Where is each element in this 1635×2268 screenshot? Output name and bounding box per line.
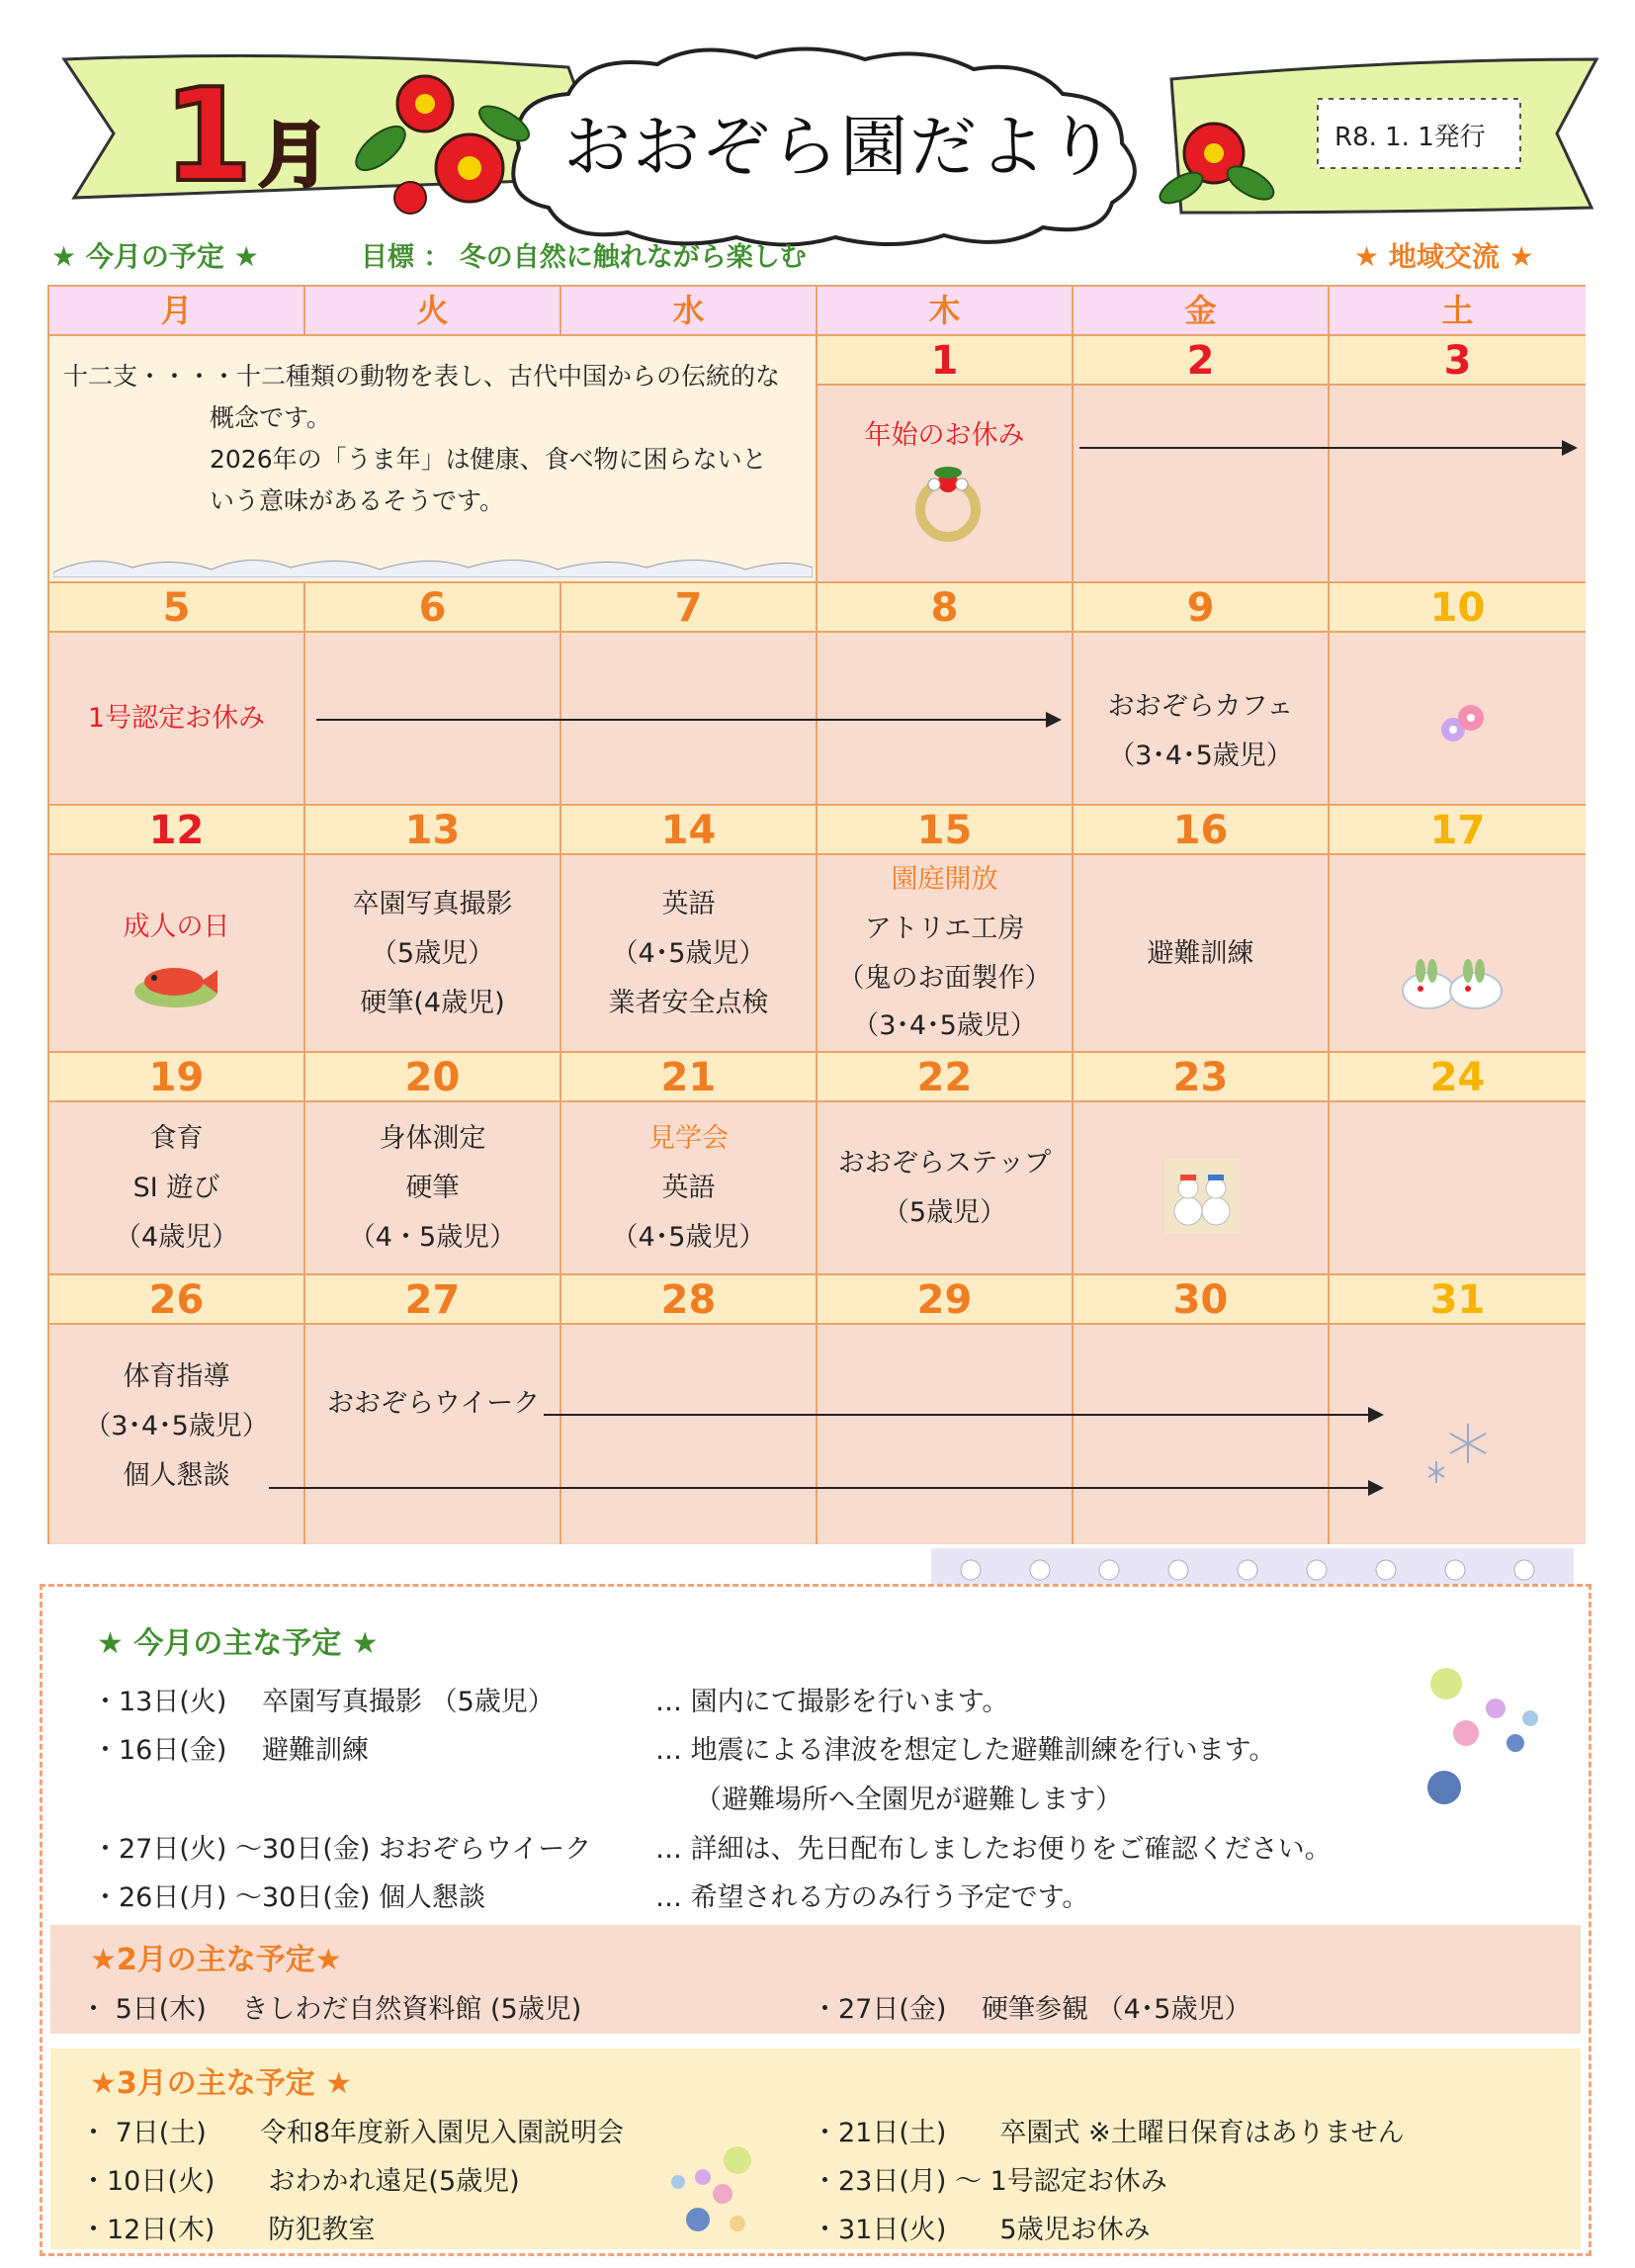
event-garden-open: 園庭開放 <box>891 864 998 895</box>
february-item: ・ 5日(木) きしわだ自然資料館 (5歳児) <box>80 1994 582 2025</box>
day-2: 2 <box>1074 336 1330 386</box>
event-food-education: 食育 <box>149 1123 204 1154</box>
day-13: 13 <box>305 806 561 855</box>
event-graduation-photo-ages: （5歳児） <box>370 938 495 969</box>
event-pe-instruction: 体育指導 <box>123 1361 230 1392</box>
summary-item-date: ・26日(月) ～30日(金) 個人懇談 <box>92 1882 486 1913</box>
event-english-2: 英語 <box>661 1173 716 1203</box>
snowman-strip-decoration <box>931 1548 1574 1584</box>
day-9: 9 <box>1074 583 1330 633</box>
cell-day-3 <box>1330 386 1586 583</box>
intro-box <box>49 336 818 583</box>
intro-text: 十二支・・・・十二種類の動物を表し、古代中国からの伝統的な 概念です。 2026年の「うま年」は健康、食べ物に困らないと いう意味があるそうです。 <box>63 362 781 515</box>
cell-day-5 <box>49 633 305 806</box>
event-english-2-ages: （4･5歳児） <box>611 1222 766 1253</box>
day-12: 12 <box>49 806 305 855</box>
event-ozora-week: おおぞらウイーク <box>327 1388 541 1419</box>
day-30: 30 <box>1074 1275 1330 1325</box>
community-label: ★ 地域交流 ★ <box>1354 240 1534 273</box>
event-english: 英語 <box>661 889 716 919</box>
cell-day-1 <box>818 386 1074 583</box>
issue-date: R8. 1. 1発行 <box>1334 123 1486 152</box>
cell-day-30 <box>1074 1325 1330 1544</box>
event-type1-holiday: 1号認定お休み <box>87 703 266 734</box>
summary-item-date: ・13日(火) 卒園写真撮影 （5歳児） <box>92 1687 555 1717</box>
weekday-wed: 水 <box>561 287 818 336</box>
summary-item-date: ・16日(金) 避難訓練 <box>92 1735 370 1766</box>
weekday-sat: 土 <box>1330 287 1586 336</box>
day-20: 20 <box>305 1053 561 1102</box>
day-28: 28 <box>561 1275 818 1325</box>
cell-day-20 <box>305 1102 561 1275</box>
day-24: 24 <box>1330 1053 1586 1102</box>
cell-day-14 <box>561 855 818 1053</box>
month-number: 1 <box>163 60 253 211</box>
event-coming-of-age-day: 成人の日 <box>123 912 230 942</box>
march-item: ・12日(木) 防犯教室 <box>80 2215 376 2245</box>
weekday-tue: 火 <box>305 287 561 336</box>
cell-day-22 <box>818 1102 1074 1275</box>
day-8: 8 <box>818 583 1074 633</box>
event-si-play-ages: （4歳児） <box>114 1222 239 1253</box>
march-item: ・21日(土) 卒園式 ※土曜日保育はありません <box>812 2118 1405 2148</box>
day-26: 26 <box>49 1275 305 1325</box>
cell-day-12 <box>49 855 305 1053</box>
march-band <box>50 2049 1581 2249</box>
cell-day-23 <box>1074 1102 1330 1275</box>
march-item: ・10日(火) おわかれ遠足(5歳児) <box>80 2166 520 2197</box>
february-band <box>50 1925 1581 2034</box>
cell-day-26 <box>49 1325 305 1544</box>
day-31: 31 <box>1330 1275 1586 1325</box>
cell-day-24 <box>1330 1102 1586 1275</box>
event-parent-meeting: 個人懇談 <box>123 1460 230 1491</box>
event-atelier-detail: （鬼のお面製作） <box>837 963 1052 994</box>
arrow-type1-holiday <box>316 719 1060 721</box>
day-16: 16 <box>1074 806 1330 855</box>
marbles-decoration <box>1426 1664 1565 1812</box>
day-14: 14 <box>561 806 818 855</box>
weekday-mon: 月 <box>49 287 305 336</box>
snowman-icon <box>1162 1157 1242 1236</box>
event-calligraphy-2: 硬筆 <box>405 1173 460 1203</box>
day-6: 6 <box>305 583 561 633</box>
summary-item-note: … 地震による津波を想定した避難訓練を行います。 <box>655 1735 1276 1766</box>
day-23: 23 <box>1074 1053 1330 1102</box>
month-char: 月 <box>258 114 330 197</box>
february-title: ★2月の主な予定★ <box>90 1943 342 1977</box>
day-10: 10 <box>1330 583 1586 633</box>
event-evacuation-drill: 避難訓練 <box>1147 938 1254 969</box>
summary-item-note: … 園内にて撮影を行います。 <box>655 1687 1009 1717</box>
cell-day-27 <box>305 1325 561 1544</box>
event-body-measurement: 身体測定 <box>379 1123 486 1154</box>
snow-landscape-decoration <box>53 548 813 577</box>
monthly-goal: 目標 ： 冬の自然に触れながら楽しむ <box>361 242 807 273</box>
event-calligraphy: 硬筆(4歳児) <box>360 988 505 1018</box>
schedule-label: ★ 今月の予定 ★ <box>51 240 259 273</box>
cell-day-19 <box>49 1102 305 1275</box>
shimekazari-wreath-icon <box>908 465 988 544</box>
day-17: 17 <box>1330 806 1586 855</box>
summary-item-note: … 詳細は、先日配布しましたお便りをご確認ください。 <box>655 1834 1332 1865</box>
event-atelier-ages: （3･4･5歳児） <box>852 1010 1037 1041</box>
march-title: ★3月の主な予定 ★ <box>90 2066 353 2101</box>
day-22: 22 <box>818 1053 1074 1102</box>
calendar-grid <box>47 285 1586 1544</box>
event-pe-instruction-ages: （3･4･5歳児） <box>84 1411 269 1441</box>
sea-bream-icon <box>127 954 225 1013</box>
cell-day-21 <box>561 1102 818 1275</box>
event-open-house: 見学会 <box>648 1123 729 1154</box>
cell-day-31 <box>1330 1325 1586 1544</box>
event-new-year-holiday: 年始のお休み <box>864 420 1025 451</box>
snowflake-icon <box>1428 1414 1507 1493</box>
summary-item-note: （避難場所へ全園児が避難します） <box>695 1785 1122 1815</box>
march-item: ・ 7日(土) 令和8年度新入園児入園説明会 <box>80 2118 625 2148</box>
day-3: 3 <box>1330 336 1586 386</box>
month-label <box>163 60 330 211</box>
plum-blossom-icon <box>1433 700 1493 749</box>
day-1: 1 <box>818 336 1074 386</box>
schedule-summary-box <box>40 1584 1592 2256</box>
summary-item-note: … 希望される方のみ行う予定です。 <box>655 1882 1089 1913</box>
arrow-new-year-holiday <box>1079 447 1576 449</box>
event-step: おおぞらステップ <box>837 1148 1052 1178</box>
snow-rabbit-icon <box>1389 949 1517 1018</box>
day-27: 27 <box>305 1275 561 1325</box>
cell-day-29 <box>818 1325 1074 1544</box>
event-graduation-photo: 卒園写真撮影 <box>352 889 513 919</box>
this-month-title: ★ 今月の主な予定 ★ <box>97 1626 379 1661</box>
cell-day-16 <box>1074 855 1330 1053</box>
weekday-thu: 木 <box>818 287 1074 336</box>
day-5: 5 <box>49 583 305 633</box>
cell-day-2 <box>1074 386 1330 583</box>
cell-day-17 <box>1330 855 1586 1053</box>
february-item: ・27日(金) 硬筆参観 （4･5歳児） <box>812 1994 1251 2025</box>
summary-item-date: ・27日(火) ～30日(金) おおぞらウイーク <box>92 1834 592 1865</box>
cell-day-10 <box>1330 633 1586 806</box>
march-item: ・31日(火) 5歳児お休み <box>812 2215 1151 2245</box>
arrow-parent-meeting <box>269 1487 1382 1489</box>
arrow-ozora-week <box>544 1414 1382 1416</box>
event-safety-inspection: 業者安全点検 <box>608 988 769 1018</box>
day-19: 19 <box>49 1053 305 1102</box>
event-cafe: おおぞらカフェ <box>1107 691 1294 722</box>
cell-day-9 <box>1074 633 1330 806</box>
event-cafe-ages: （3･4･5歳児） <box>1108 741 1293 771</box>
cell-day-13 <box>305 855 561 1053</box>
cell-day-28 <box>561 1325 818 1544</box>
day-29: 29 <box>818 1275 1074 1325</box>
day-21: 21 <box>561 1053 818 1102</box>
day-15: 15 <box>818 806 1074 855</box>
event-si-play: SI 遊び <box>132 1173 220 1203</box>
event-english-ages: （4･5歳児） <box>611 938 766 969</box>
weekday-fri: 金 <box>1074 287 1330 336</box>
event-calligraphy-2-ages: （4・5歳児） <box>348 1222 517 1253</box>
march-item: ・23日(月) ～ 1号認定お休み <box>812 2166 1167 2197</box>
day-7: 7 <box>561 583 818 633</box>
marbles-decoration-small <box>663 2142 772 2241</box>
newsletter-title: おおぞら園だより <box>563 109 1118 187</box>
cell-day-15 <box>818 855 1074 1053</box>
event-step-ages: （5歳児） <box>882 1197 1007 1228</box>
event-atelier: アトリエ工房 <box>864 914 1025 944</box>
